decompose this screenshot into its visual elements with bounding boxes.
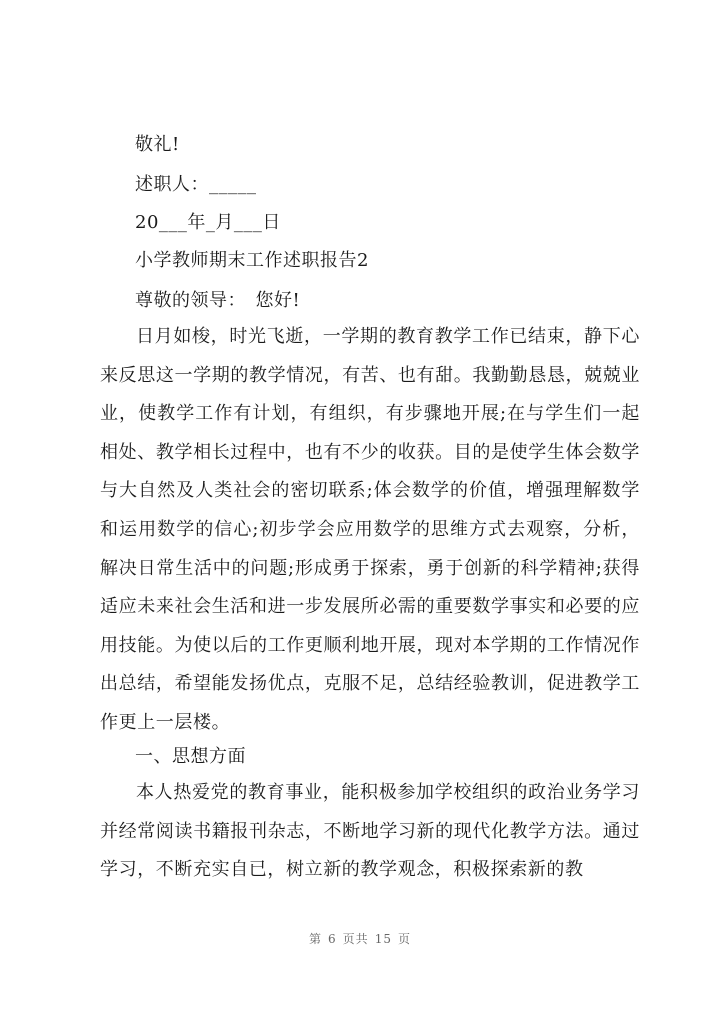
footer-total-pages: 15 [374, 932, 392, 946]
closing-salute: 敬礼! [135, 134, 180, 155]
intro-paragraph: 日月如梭，时光飞逝，一学期的教育教学工作已结束，静下心来反思这一学期的教学情况，有苦、也有甜。我勤勤恳恳，兢兢业业，使教学工作有计划，有组织，有步骤地开展;在与学生们一起相处、教学相长过程中，也有不少的收获。目的是使学生体会数学与大自然及人类社会的密切联系;体会数学的价值，增强理解数学和运用数学的信心;初步学会应用数学的思维方式去观察，分析，解决日常生活中的问题;形成勇于探索，勇于创新的科学精神;获得适应未来社会生活和进一步发展所必需的重要数学事实和必要的应用技能。为使以后的工作更顺利地开展，现对本学期的工作情况作出总结，希望能发扬优点，克服不足，总结经验教训，促进教学工作更上一层楼。 [100, 326, 640, 733]
reporter-signature-line: 述职人：_____ [135, 174, 257, 195]
greeting: 尊敬的领导： 您好! [135, 290, 301, 311]
page-footer [0, 930, 720, 947]
footer-suffix: 页 [397, 932, 411, 946]
footer-middle: 页共 [342, 932, 369, 946]
footer-current-page: 6 [328, 932, 337, 946]
date-line: 20___年_月___日 [135, 212, 281, 233]
footer-prefix: 第 [309, 932, 323, 946]
section-paragraph: 本人热爱党的教育事业，能积极参加学校组织的政治业务学习并经常阅读书籍报刊杂志，不断地学习新的现代化教学方法。通过学习，不断充实自已，树立新的教学观念，积极探索新的教 [100, 782, 640, 881]
report-title: 小学教师期末工作述职报告2 [135, 250, 369, 271]
section-heading: 一、思想方面 [135, 746, 246, 767]
